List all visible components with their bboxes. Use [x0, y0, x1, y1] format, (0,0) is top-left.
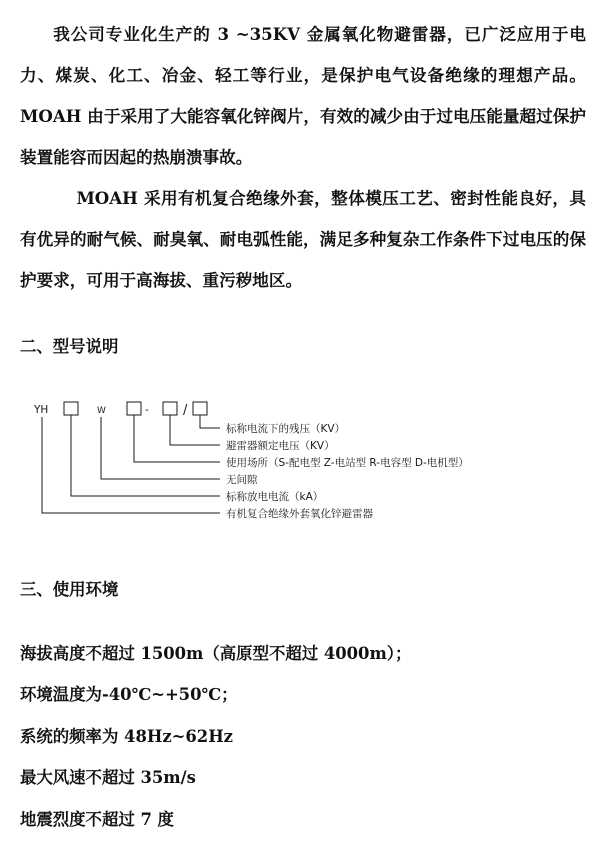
env-frequency: 系统的频率为 48Hz~62Hz [20, 727, 233, 746]
label-rated-voltage: 避雷器额定电压（KV） [226, 440, 335, 452]
model-slash: / [183, 403, 188, 418]
label-no-gap: 无间隙 [226, 474, 258, 486]
section-heading-model: 二、型号说明 [20, 337, 119, 356]
connector-residual-voltage [200, 415, 220, 428]
model-code-diagram [0, 395, 604, 525]
section-heading-environment: 三、使用环境 [20, 580, 119, 599]
model-box-residual-voltage [193, 402, 207, 415]
model-box-rated-voltage [163, 402, 177, 415]
env-seismic: 地震烈度不超过 7 度 [20, 810, 174, 829]
connector-type [42, 417, 220, 513]
label-nominal-current: 标称放电电流（kA） [226, 491, 324, 503]
intro-paragraph-2: MOAH 采用有机复合绝缘外套，整体模压工艺、密封性能良好，具有优异的耐气候、耐臭氧、耐电弧性能，满足多种复杂工作条件下过电压的保护要求，可用于高海拔、重污秽地区。 [20, 188, 586, 290]
connector-rated-voltage [170, 415, 220, 445]
label-residual-voltage: 标称电流下的残压（KV） [226, 423, 346, 435]
env-wind-speed: 最大风速不超过 35m/s [20, 768, 196, 787]
model-dash: - [145, 404, 149, 416]
intro-paragraph-1: 我公司专业化生产的 3 ~35KV 金属氧化物避雷器，已广泛应用于电力、煤炭、化工、冶金、轻工等行业，是保护电气设备绝缘的理想产品。MOAH 由于采用了大能容氧化锌阀片，有效的减少由于过电压能量超过保护装置能容而因起的热崩溃事故。 [20, 24, 586, 167]
connector-current [71, 415, 220, 496]
model-box-current [64, 402, 78, 415]
label-usage-location: 使用场所（S-配电型 Z-电站型 R-电容型 D-电机型） [226, 457, 469, 469]
model-prefix-w: W [97, 406, 106, 416]
connector-no-gap [101, 417, 220, 479]
model-prefix-yh: YH [34, 404, 49, 416]
env-temperature: 环境温度为-40℃~+50℃； [20, 685, 238, 704]
connector-usage [134, 415, 220, 462]
model-box-usage [127, 402, 141, 415]
label-arrester-type: 有机复合绝缘外套氧化锌避雷器 [226, 508, 373, 520]
env-altitude: 海拔高度不超过 1500m（高原型不超过 4000m）； [20, 644, 412, 663]
